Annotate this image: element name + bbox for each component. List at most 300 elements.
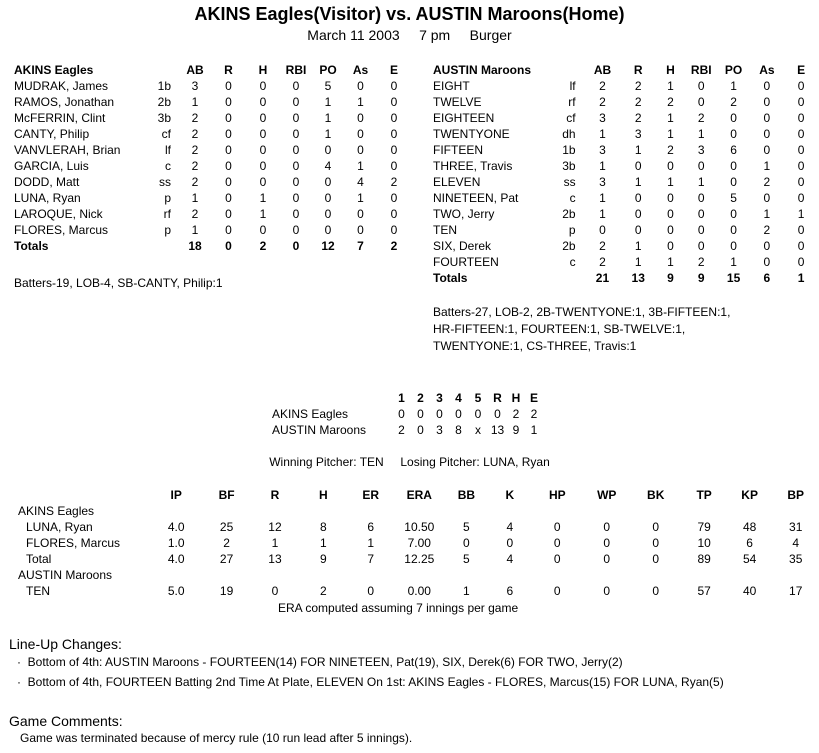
stat-cell: 4 bbox=[357, 175, 364, 189]
stat-cell: 0 bbox=[390, 207, 398, 221]
player-position: dh bbox=[562, 127, 576, 141]
pitching-col-header: IP bbox=[170, 488, 182, 502]
table-row bbox=[433, 142, 819, 158]
batting-col-header: RBI bbox=[690, 63, 712, 77]
stat-cell: 0 bbox=[390, 159, 398, 173]
visitor-batting-table bbox=[14, 62, 411, 254]
stat-cell: 1 bbox=[191, 191, 199, 205]
table-row bbox=[272, 422, 543, 438]
stat-cell: 0 bbox=[730, 223, 737, 237]
total-cell: 9 bbox=[667, 271, 674, 285]
game-comments-text: Game was terminated because of mercy rule (10 run lead after 5 innings). bbox=[20, 731, 413, 745]
stat-cell: 5 bbox=[730, 191, 737, 205]
linescore-cell: 0 bbox=[398, 407, 405, 421]
stat-cell: 2 bbox=[191, 159, 199, 173]
stat-cell: 1 bbox=[634, 255, 642, 269]
table-row bbox=[14, 206, 411, 222]
player-position: p bbox=[164, 191, 171, 205]
stat-cell: 1 bbox=[191, 223, 199, 237]
pitching-cell: 35 bbox=[789, 552, 803, 566]
player-position: 3b bbox=[157, 111, 171, 125]
batting-col-header: PO bbox=[724, 63, 743, 77]
stat-cell: 0 bbox=[697, 79, 705, 93]
stat-cell: 0 bbox=[730, 159, 737, 173]
stat-cell: 2 bbox=[763, 223, 771, 237]
pitching-cell: 5.0 bbox=[167, 584, 185, 598]
stat-cell: 1 bbox=[697, 127, 705, 141]
totals-row bbox=[433, 270, 819, 286]
table-row bbox=[14, 174, 411, 190]
stat-cell: 2 bbox=[599, 79, 606, 93]
pitching-col-header: WP bbox=[597, 488, 617, 502]
lineup-changes-heading: Line-Up Changes: bbox=[9, 636, 122, 652]
batting-col-header: R bbox=[633, 63, 643, 77]
pitching-cell: 19 bbox=[219, 584, 234, 598]
stat-cell: 0 bbox=[797, 79, 805, 93]
player-name: NINETEEN, Pat bbox=[433, 191, 519, 205]
pitching-cell: 4 bbox=[792, 536, 800, 550]
home-batting-table bbox=[433, 62, 819, 286]
batting-col-header: H bbox=[258, 63, 268, 77]
pitching-cell: 13 bbox=[268, 552, 282, 566]
stat-cell: 1 bbox=[324, 127, 332, 141]
home-batting-notes bbox=[433, 304, 730, 355]
stat-cell: 1 bbox=[259, 191, 267, 205]
linescore-cell: 0 bbox=[436, 407, 443, 421]
pitching-cell: 0 bbox=[271, 584, 279, 598]
total-cell: 21 bbox=[595, 271, 610, 285]
total-cell: 12 bbox=[321, 239, 335, 253]
total-cell: 9 bbox=[697, 271, 705, 285]
stat-cell: 2 bbox=[191, 127, 199, 141]
stat-cell: 1 bbox=[324, 111, 332, 125]
batting-col-header: As bbox=[759, 63, 775, 77]
player-name: TWENTYONE bbox=[433, 127, 510, 141]
stat-cell: 2 bbox=[191, 111, 199, 125]
stat-cell: 0 bbox=[667, 207, 674, 221]
inning-header: R bbox=[493, 391, 502, 405]
stat-cell: 0 bbox=[797, 143, 805, 157]
stat-cell: 0 bbox=[225, 143, 232, 157]
stat-cell: 0 bbox=[225, 191, 232, 205]
player-name: FIFTEEN bbox=[433, 143, 483, 157]
total-cell: 6 bbox=[763, 271, 771, 285]
stat-cell: 5 bbox=[324, 79, 332, 93]
table-row bbox=[433, 238, 819, 254]
game-comments-heading: Game Comments: bbox=[9, 713, 123, 729]
stat-cell: 0 bbox=[730, 239, 737, 253]
pitching-cell: 1 bbox=[319, 536, 327, 550]
player-position: c bbox=[165, 159, 171, 173]
batting-col-header: AB bbox=[593, 63, 612, 77]
stat-cell: 1 bbox=[697, 175, 705, 189]
stat-cell: 1 bbox=[599, 159, 606, 173]
table-row bbox=[14, 126, 411, 142]
table-row bbox=[14, 190, 411, 206]
home-notes-line: Batters-27, LOB-2, 2B-TWENTYONE:1, 3B-FIFTEEN:1, bbox=[433, 305, 731, 319]
batting-col-header: RBI bbox=[285, 63, 307, 77]
stat-cell: 2 bbox=[697, 255, 705, 269]
total-cell: 0 bbox=[292, 239, 300, 253]
pitching-team-row bbox=[14, 567, 819, 583]
player-position: lf bbox=[165, 143, 171, 157]
linescore-cell: 0 bbox=[455, 407, 462, 421]
stat-cell: 0 bbox=[667, 223, 674, 237]
stat-cell: 0 bbox=[259, 79, 267, 93]
pitching-cell: 27 bbox=[219, 552, 234, 566]
stat-cell: 3 bbox=[599, 111, 606, 125]
stat-cell: 1 bbox=[797, 207, 805, 221]
pitching-cell: 31 bbox=[789, 520, 803, 534]
table-row bbox=[433, 174, 819, 190]
linescore-cell: 0 bbox=[474, 407, 482, 421]
stat-cell: 0 bbox=[225, 207, 232, 221]
player-position: rf bbox=[568, 95, 576, 109]
table-row bbox=[14, 78, 411, 94]
pitching-col-header: BB bbox=[457, 488, 476, 502]
stat-cell: 0 bbox=[324, 191, 332, 205]
player-name: SIX, Derek bbox=[433, 239, 492, 253]
stat-cell: 6 bbox=[730, 143, 737, 157]
inning-header: 4 bbox=[455, 391, 462, 405]
pitching-cell: 0 bbox=[652, 552, 660, 566]
total-cell: 1 bbox=[797, 271, 805, 285]
pitching-cell: 12 bbox=[268, 520, 282, 534]
linescore-team: AUSTIN Maroons bbox=[272, 423, 367, 437]
player-position: p bbox=[568, 223, 576, 237]
pitching-cell: 0.00 bbox=[407, 584, 431, 598]
stat-cell: 0 bbox=[390, 95, 398, 109]
stat-cell: 0 bbox=[697, 207, 705, 221]
player-position: cf bbox=[161, 127, 171, 141]
table-row bbox=[14, 94, 411, 110]
stat-cell: 0 bbox=[763, 79, 771, 93]
linescore-cell: 0 bbox=[417, 423, 424, 437]
stat-cell: 0 bbox=[797, 255, 805, 269]
linescore-team: AKINS Eagles bbox=[272, 407, 349, 421]
pitching-cell: 0 bbox=[463, 536, 470, 550]
stat-cell: 0 bbox=[797, 175, 805, 189]
player-name: GARCIA, Luis bbox=[14, 159, 89, 173]
stat-cell: 1 bbox=[763, 207, 771, 221]
player-name: CANTY, Philip bbox=[14, 127, 90, 141]
pitching-cell: 4 bbox=[506, 552, 514, 566]
stat-cell: 3 bbox=[697, 143, 705, 157]
player-position: c bbox=[569, 255, 576, 269]
linescore-cell: 0 bbox=[417, 407, 424, 421]
stat-cell: 0 bbox=[763, 111, 771, 125]
visitor-batting-notes: Batters-19, LOB-4, SB-CANTY, Philip:1 bbox=[14, 276, 223, 290]
stat-cell: 0 bbox=[797, 111, 805, 125]
pitching-cell: 0 bbox=[603, 552, 611, 566]
stat-cell: 3 bbox=[599, 143, 606, 157]
pitching-cell: 4.0 bbox=[167, 552, 185, 566]
linescore-cell: 3 bbox=[436, 423, 443, 437]
stat-cell: 0 bbox=[667, 191, 674, 205]
stat-cell: 0 bbox=[259, 223, 267, 237]
stat-cell: 2 bbox=[191, 175, 199, 189]
inning-header: 5 bbox=[474, 391, 482, 405]
pitching-team: AKINS Eagles bbox=[18, 504, 95, 518]
stat-cell: 2 bbox=[191, 207, 199, 221]
stat-cell: 0 bbox=[667, 159, 674, 173]
stat-cell: 0 bbox=[634, 191, 642, 205]
pitching-col-header: BP bbox=[787, 488, 805, 502]
stat-cell: 2 bbox=[599, 95, 606, 109]
stat-cell: 0 bbox=[259, 111, 267, 125]
stat-cell: 0 bbox=[730, 207, 737, 221]
total-cell: 13 bbox=[631, 271, 645, 285]
table-row bbox=[14, 158, 411, 174]
pitching-cell: 48 bbox=[742, 520, 757, 534]
table-row bbox=[433, 190, 819, 206]
page-title: AKINS Eagles(Visitor) vs. AUSTIN Maroons(Home) bbox=[194, 4, 625, 24]
player-name: MUDRAK, James bbox=[14, 79, 109, 93]
stat-cell: 1 bbox=[634, 175, 642, 189]
stat-cell: 0 bbox=[599, 223, 606, 237]
pitching-cell: 2 bbox=[223, 536, 230, 550]
stat-cell: 2 bbox=[763, 175, 771, 189]
stat-cell: 2 bbox=[697, 111, 705, 125]
total-cell: 18 bbox=[188, 239, 202, 253]
pitching-cell: 0 bbox=[603, 520, 611, 534]
player-position: cf bbox=[566, 111, 576, 125]
pitching-cell: 7 bbox=[367, 552, 375, 566]
stat-cell: 0 bbox=[259, 95, 267, 109]
lineup-change-item: · Bottom of 4th, FOURTEEN Batting 2nd Time At Plate, ELEVEN On 1st: AKINS Eagles - FLORES, Marcus(15) FOR LUNA, Ryan(5) bbox=[17, 675, 724, 689]
stat-cell: 0 bbox=[225, 79, 232, 93]
stat-cell: 0 bbox=[763, 239, 771, 253]
stat-cell: 0 bbox=[225, 223, 232, 237]
stat-cell: 0 bbox=[259, 175, 267, 189]
stat-cell: 0 bbox=[357, 207, 364, 221]
linescore-cell: 2 bbox=[512, 407, 520, 421]
batting-col-header: AB bbox=[186, 63, 204, 77]
stat-cell: 0 bbox=[390, 143, 398, 157]
stat-cell: 0 bbox=[390, 191, 398, 205]
stat-cell: 0 bbox=[324, 207, 332, 221]
stat-cell: 0 bbox=[225, 111, 232, 125]
batting-col-header: E bbox=[797, 63, 806, 77]
pitching-cell: 5 bbox=[463, 520, 470, 534]
player-name: McFERRIN, Clint bbox=[14, 111, 106, 125]
pitching-col-header: BK bbox=[647, 488, 665, 502]
pitching-cell: 89 bbox=[697, 552, 711, 566]
stat-cell: 0 bbox=[357, 223, 364, 237]
player-position: ss bbox=[159, 175, 171, 189]
stat-cell: 0 bbox=[697, 223, 705, 237]
stat-cell: 0 bbox=[259, 159, 267, 173]
stat-cell: 1 bbox=[667, 111, 674, 125]
player-name: DODD, Matt bbox=[14, 175, 80, 189]
player-name: ELEVEN bbox=[433, 175, 481, 189]
stat-cell: 1 bbox=[634, 143, 642, 157]
stat-cell: 2 bbox=[667, 95, 674, 109]
era-footnote: ERA computed assuming 7 innings per game bbox=[278, 601, 519, 615]
visitor-team-header: AKINS Eagles bbox=[14, 63, 94, 77]
stat-cell: 0 bbox=[292, 207, 300, 221]
table-row bbox=[433, 206, 819, 222]
total-cell: 7 bbox=[357, 239, 364, 253]
stat-cell: 3 bbox=[599, 175, 606, 189]
stat-cell: 0 bbox=[797, 223, 805, 237]
totals-label: Totals bbox=[433, 271, 468, 285]
stat-cell: 2 bbox=[634, 111, 642, 125]
pitching-cell: 8 bbox=[319, 520, 327, 534]
stat-cell: 0 bbox=[292, 79, 300, 93]
linescore-cell: 2 bbox=[398, 423, 405, 437]
pitching-col-header: R bbox=[270, 488, 280, 502]
table-row bbox=[14, 222, 411, 238]
table-row bbox=[14, 535, 819, 551]
linescore-cell: 8 bbox=[455, 423, 462, 437]
pitching-col-header: ER bbox=[362, 488, 380, 502]
stat-cell: 0 bbox=[763, 127, 771, 141]
stat-cell: 0 bbox=[697, 95, 705, 109]
player-name: TWO, Jerry bbox=[433, 207, 495, 221]
stat-cell: 1 bbox=[599, 191, 606, 205]
pitching-col-header: ERA bbox=[406, 488, 432, 502]
pitching-team: AUSTIN Maroons bbox=[18, 568, 113, 582]
pitching-cell: 6 bbox=[367, 520, 375, 534]
stat-cell: 0 bbox=[667, 239, 674, 253]
stat-cell: 0 bbox=[292, 223, 300, 237]
pitching-cell: 0 bbox=[506, 536, 514, 550]
player-name: TEN bbox=[433, 223, 457, 237]
batting-col-header: R bbox=[224, 63, 233, 77]
table-row bbox=[433, 158, 819, 174]
inning-header: 3 bbox=[436, 391, 443, 405]
stat-cell: 1 bbox=[667, 79, 674, 93]
stat-cell: 3 bbox=[634, 127, 642, 141]
stat-cell: 4 bbox=[324, 159, 332, 173]
stat-cell: 0 bbox=[259, 143, 267, 157]
player-name: EIGHT bbox=[433, 79, 470, 93]
spacer bbox=[553, 270, 584, 286]
stat-cell: 2 bbox=[191, 143, 199, 157]
total-cell: 2 bbox=[390, 239, 398, 253]
player-position: c bbox=[569, 191, 576, 205]
pitching-cell: 0 bbox=[367, 584, 375, 598]
lineup-change-item: · Bottom of 4th: AUSTIN Maroons - FOURTEEN(14) FOR NINETEEN, Pat(19), SIX, Derek(6) FOR TWO, Jerry(2) bbox=[17, 655, 623, 669]
stat-cell: 1 bbox=[357, 191, 364, 205]
spacer bbox=[139, 238, 179, 254]
table-row bbox=[272, 406, 543, 422]
pitching-cell: 0 bbox=[553, 552, 561, 566]
total-cell: 0 bbox=[225, 239, 232, 253]
pitching-cell: 7.00 bbox=[407, 536, 431, 550]
player-position: p bbox=[164, 223, 171, 237]
linescore-cell: 13 bbox=[490, 423, 505, 437]
stat-cell: 0 bbox=[357, 127, 364, 141]
pitching-cell: 54 bbox=[742, 552, 757, 566]
stat-cell: 0 bbox=[259, 127, 267, 141]
pitching-cell: 79 bbox=[697, 520, 711, 534]
stat-cell: 0 bbox=[225, 175, 232, 189]
stat-cell: 3 bbox=[191, 79, 199, 93]
pitching-cell: 1 bbox=[367, 536, 375, 550]
player-name: THREE, Travis bbox=[433, 159, 513, 173]
pitching-cell: 57 bbox=[697, 584, 711, 598]
stat-cell: 0 bbox=[225, 159, 232, 173]
pitching-cell: 0 bbox=[603, 536, 611, 550]
pitching-cell: 0 bbox=[652, 520, 660, 534]
table-row bbox=[433, 94, 819, 110]
stat-cell: 0 bbox=[292, 191, 300, 205]
stat-cell: 0 bbox=[324, 175, 332, 189]
table-row bbox=[14, 142, 411, 158]
stat-cell: 0 bbox=[390, 127, 398, 141]
stat-cell: 0 bbox=[324, 143, 332, 157]
batting-col-header: E bbox=[389, 63, 398, 77]
stat-cell: 0 bbox=[763, 95, 771, 109]
stat-cell: 2 bbox=[667, 143, 674, 157]
player-name: LUNA, Ryan bbox=[14, 191, 81, 205]
stat-cell: 0 bbox=[390, 111, 398, 125]
inning-header: 2 bbox=[417, 391, 424, 405]
totals-label: Totals bbox=[14, 239, 49, 253]
stat-cell: 0 bbox=[797, 191, 805, 205]
stat-cell: 0 bbox=[292, 143, 300, 157]
pitching-cell: 5 bbox=[463, 552, 470, 566]
stat-cell: 1 bbox=[599, 127, 606, 141]
stat-cell: 0 bbox=[763, 255, 771, 269]
player-name: TWELVE bbox=[433, 95, 482, 109]
pitching-cell: 0 bbox=[603, 584, 611, 598]
batting-col-header: As bbox=[352, 63, 369, 77]
home-notes-line: HR-FIFTEEN:1, FOURTEEN:1, SB-TWELVE:1, bbox=[433, 322, 686, 336]
stat-cell: 2 bbox=[634, 95, 642, 109]
pitcher-name: Total bbox=[26, 552, 52, 566]
home-team-header: AUSTIN Maroons bbox=[433, 63, 532, 77]
table-row bbox=[433, 110, 819, 126]
line-score-table bbox=[272, 390, 543, 438]
pitching-cell: 0 bbox=[553, 520, 561, 534]
linescore-cell: 9 bbox=[512, 423, 520, 437]
pitching-cell: 9 bbox=[319, 552, 327, 566]
stat-cell: 1 bbox=[259, 207, 267, 221]
pitching-cell: 10 bbox=[697, 536, 711, 550]
player-name: LAROQUE, Nick bbox=[14, 207, 103, 221]
inning-header: E bbox=[529, 391, 538, 405]
table-row bbox=[433, 254, 819, 270]
stat-cell: 1 bbox=[730, 79, 737, 93]
batting-col-header: PO bbox=[319, 63, 337, 77]
linescore-cell: 0 bbox=[494, 407, 501, 421]
pitcher-name: TEN bbox=[26, 584, 50, 598]
stat-cell: 0 bbox=[730, 175, 737, 189]
linescore-cell: x bbox=[475, 423, 481, 437]
pitching-cell: 2 bbox=[319, 584, 327, 598]
stat-cell: 2 bbox=[599, 255, 606, 269]
table-row bbox=[433, 78, 819, 94]
lineup-change-text: Bottom of 4th: AUSTIN Maroons - FOURTEEN(14) FOR NINETEEN, Pat(19), SIX, Derek(6) FOR TWO, Jerry(2) bbox=[27, 655, 623, 669]
pitching-cell: 1.0 bbox=[167, 536, 185, 550]
player-position: 2b bbox=[562, 207, 576, 221]
inning-header: H bbox=[511, 391, 521, 405]
pitching-col-header: HP bbox=[548, 488, 566, 502]
stat-cell: 0 bbox=[634, 207, 642, 221]
stat-cell: 0 bbox=[324, 223, 332, 237]
player-position: lf bbox=[569, 79, 576, 93]
table-row bbox=[14, 519, 819, 535]
stat-cell: 0 bbox=[634, 159, 642, 173]
home-notes-line: TWENTYONE:1, CS-THREE, Travis:1 bbox=[433, 339, 637, 353]
player-position: 1b bbox=[562, 143, 576, 157]
player-position: 1b bbox=[157, 79, 171, 93]
stat-cell: 0 bbox=[225, 95, 232, 109]
player-name: FLORES, Marcus bbox=[14, 223, 109, 237]
